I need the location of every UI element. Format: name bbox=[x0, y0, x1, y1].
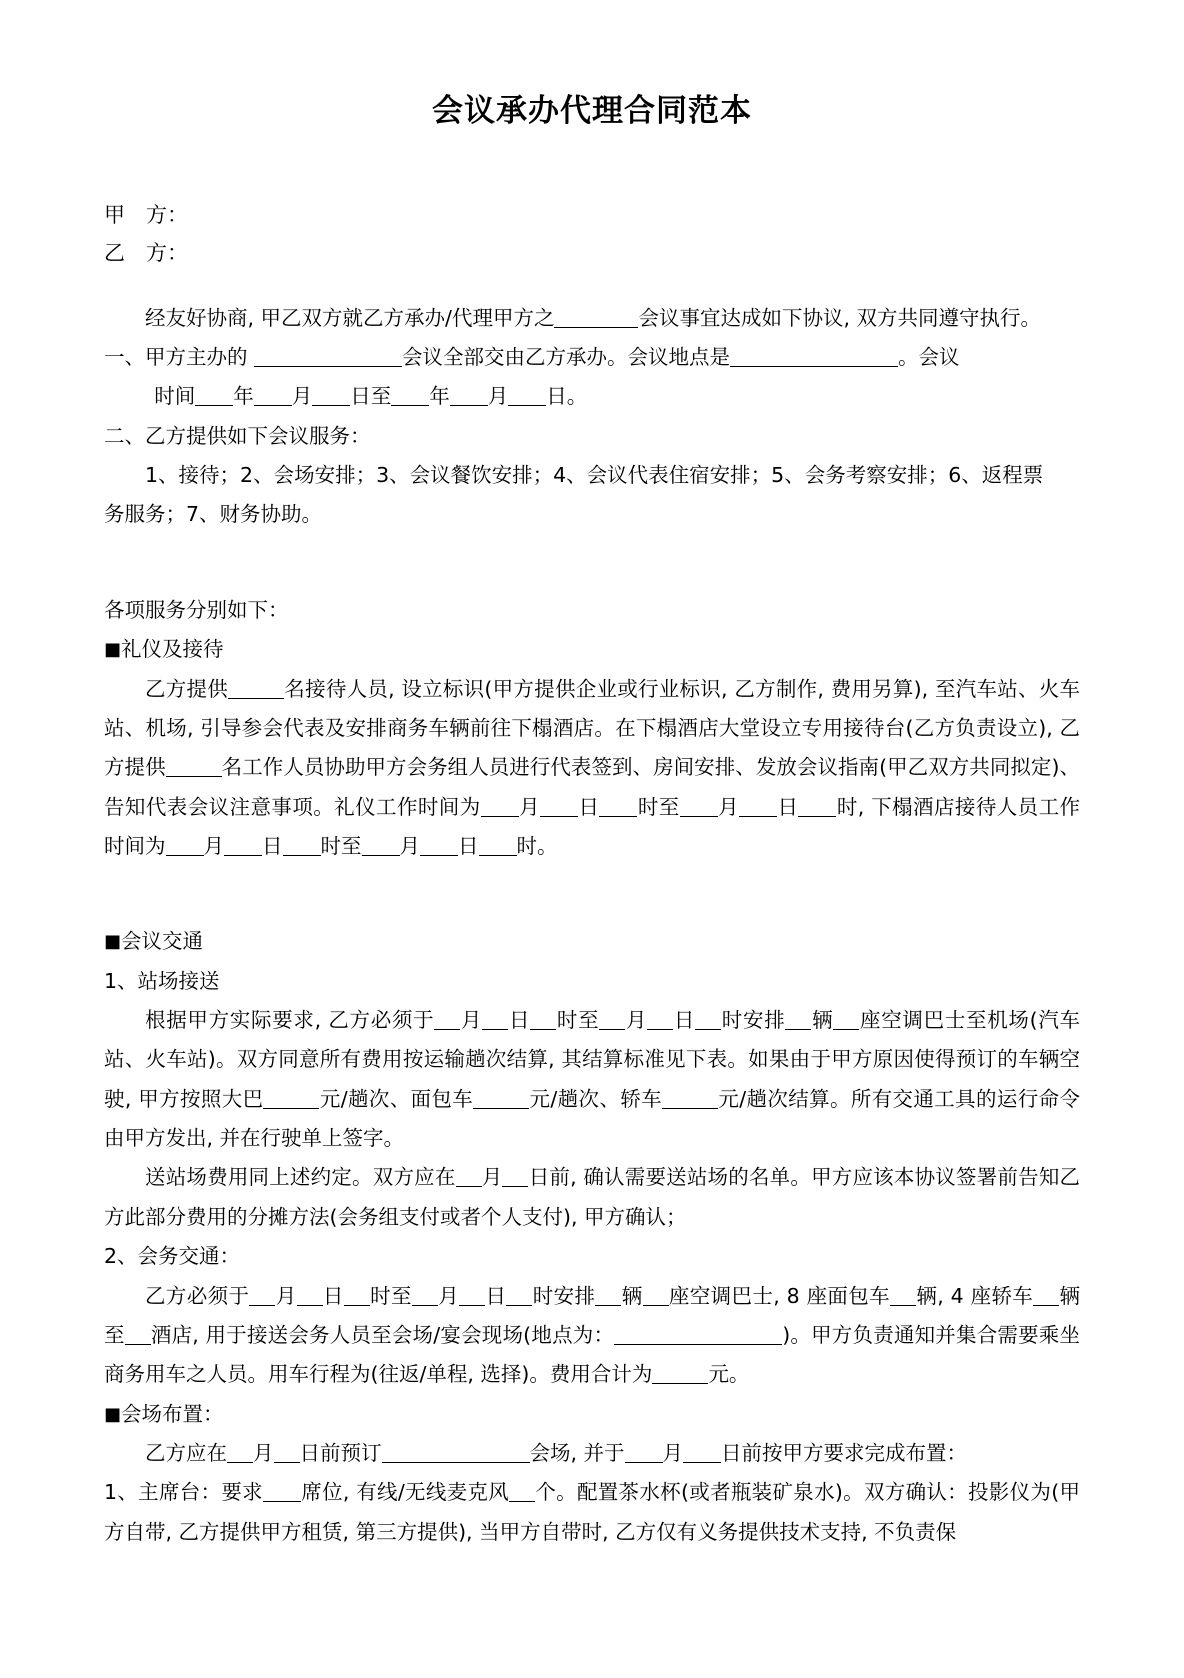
square-bullet-icon: ■ bbox=[104, 1403, 122, 1425]
blank-venue-book-day bbox=[274, 1442, 300, 1463]
preamble-text-a: 经友好协商, 甲乙双方就乙方承办/代理甲方之 bbox=[145, 305, 555, 330]
transport-sub1-paragraph-2 bbox=[104, 1158, 1080, 1237]
reception-text-i: 时, 下榻酒店接待人员工作时间为 bbox=[104, 794, 1081, 858]
blank-start-year bbox=[195, 386, 233, 407]
blank-start-day bbox=[312, 386, 350, 407]
sub2-text-n: 元。 bbox=[708, 1362, 750, 1387]
reception-text-f: 时至 bbox=[637, 794, 680, 819]
blank-preamble-meeting bbox=[554, 307, 638, 328]
sub1p2-text-c: 日前, 确认需要送站场的名单。甲方应该本协议签署前告知乙方此部分费用的分摊方法(会务组支付或者个人支付), 甲方确认； bbox=[104, 1165, 1081, 1229]
services-intro: 各项服务分别如下： bbox=[104, 597, 289, 622]
parties-block bbox=[104, 196, 1080, 272]
sub2-text-k: 辆至 bbox=[104, 1283, 1081, 1347]
blank-hotel-end-hour bbox=[479, 835, 517, 856]
reception-text-o: 时。 bbox=[516, 833, 558, 858]
venue-text-f: 日前按甲方要求完成布置： bbox=[721, 1440, 968, 1465]
sub1-text-b: 月 bbox=[460, 1008, 483, 1033]
blank-etiquette-end-hour bbox=[798, 796, 836, 817]
sub2-text-h: 辆 bbox=[621, 1283, 643, 1308]
clause-two-items-line-2: 务服务；7、财务协助。 bbox=[104, 502, 323, 527]
blank-etiquette-start-month bbox=[481, 796, 519, 817]
blank-pickup-start-day bbox=[482, 1009, 508, 1030]
venue-booking-paragraph bbox=[104, 1434, 1080, 1473]
blank-shuttle-end-month bbox=[412, 1285, 438, 1306]
venue-item1-text-c: 个。配置茶水杯(或者瓶装矿泉水)。双方确认：投影仪为(甲方自带, 乙方提供甲方租赁, 第三方提供), 当甲方自带时, 乙方仅有义务提供技术支持, 不负责保 bbox=[104, 1480, 1080, 1544]
blank-venue-setup-day bbox=[683, 1442, 721, 1463]
blank-shuttle-end-hour bbox=[506, 1285, 532, 1306]
blank-end-year bbox=[391, 386, 429, 407]
sub1-text-e: 月 bbox=[625, 1008, 648, 1033]
blank-hotel-name bbox=[125, 1324, 151, 1345]
square-bullet-icon: ■ bbox=[104, 639, 122, 661]
blank-price-van bbox=[473, 1088, 529, 1109]
venue-text-b: 月 bbox=[253, 1440, 274, 1465]
reception-text-g: 月 bbox=[717, 794, 740, 819]
blank-etiquette-end-day bbox=[739, 796, 777, 817]
blank-etiquette-end-month bbox=[680, 796, 718, 817]
blank-bus-seats bbox=[833, 1009, 859, 1030]
clause-one-text-a: 甲方主办的 bbox=[145, 344, 255, 369]
blank-reception-staff-count bbox=[228, 678, 284, 699]
sub1-text-h: 辆 bbox=[811, 1008, 834, 1033]
blank-pickup-start-month bbox=[434, 1009, 460, 1030]
blank-price-car bbox=[662, 1088, 718, 1109]
reception-text-a: 乙方提供 bbox=[145, 676, 229, 701]
clause-two-number: 二、 bbox=[104, 423, 145, 448]
party-a-line: 甲 方： bbox=[104, 203, 188, 228]
clause-one bbox=[104, 338, 1080, 377]
transport-sub2-title: 2、会务交通： bbox=[104, 1244, 241, 1269]
blank-bus-count bbox=[785, 1009, 811, 1030]
section-reception-title: 礼仪及接待 bbox=[121, 637, 224, 662]
sub1-text-i: 座空调巴士至机场(汽车站、火车站)。双方同意所有费用按运输趟次结算, 其结算标准见下表。如果由于甲方原因使得预订的车辆空驶, 甲方按照大巴 bbox=[104, 1008, 1081, 1111]
clause-two-title: 乙方提供如下会议服务： bbox=[145, 423, 371, 448]
clause-one-text-b: 会议全部交由乙方承办。会议地点是 bbox=[402, 344, 731, 369]
sub1p2-text-b: 月 bbox=[481, 1165, 503, 1190]
blank-shuttle-bus-seats bbox=[643, 1285, 669, 1306]
blank-transport-total-fee bbox=[652, 1364, 708, 1385]
clause-one-text-c: 。会议 bbox=[898, 344, 960, 369]
party-b-line: 乙 方： bbox=[104, 241, 188, 266]
sub2-text-i: 座空调巴士, 8 座面包车 bbox=[668, 1283, 891, 1308]
venue-text-e: 月 bbox=[662, 1440, 684, 1465]
blank-etiquette-start-hour bbox=[599, 796, 637, 817]
document-body bbox=[104, 299, 1080, 1552]
blank-pickup-end-month bbox=[599, 1009, 625, 1030]
sub2-text-g: 时安排 bbox=[532, 1283, 596, 1308]
preamble-paragraph bbox=[104, 299, 1080, 338]
sub2-text-d: 时至 bbox=[369, 1283, 412, 1308]
sub1-text-j: 元/趟次、面包车 bbox=[319, 1086, 474, 1111]
blank-shuttle-start-month bbox=[249, 1285, 275, 1306]
clause-two-items-line-1: 1、接待；2、会场安排；3、会议餐饮安排；4、会议代表住宿安排；5、会务考察安排；6、返程票 bbox=[145, 463, 1044, 488]
blank-shuttle-bus-count bbox=[595, 1285, 621, 1306]
blank-banquet-location bbox=[614, 1324, 782, 1345]
reception-text-m: 月 bbox=[399, 833, 420, 858]
clause-one-text-h: 年 bbox=[429, 384, 450, 409]
clause-one-text-d: 时间 bbox=[154, 384, 196, 409]
transport-sub1-paragraph bbox=[104, 1001, 1080, 1158]
blank-hotel-start-month bbox=[166, 835, 204, 856]
clause-one-text-e: 年 bbox=[233, 384, 254, 409]
clause-one-text-i: 月 bbox=[487, 384, 509, 409]
transport-sub1-title: 1、站场接送 bbox=[104, 968, 220, 993]
sub2-text-c: 日 bbox=[322, 1283, 344, 1308]
blank-worker-count bbox=[166, 757, 222, 778]
section-venue-title: 会场布置： bbox=[121, 1401, 224, 1426]
clause-two bbox=[104, 417, 1080, 456]
blank-shuttle-end-day bbox=[459, 1285, 485, 1306]
reception-text-l: 时至 bbox=[320, 833, 362, 858]
blank-venue-setup-month bbox=[625, 1442, 663, 1463]
reception-text-d: 月 bbox=[518, 794, 541, 819]
clause-one-number: 一、 bbox=[104, 344, 145, 369]
sub2-text-b: 月 bbox=[275, 1283, 297, 1308]
square-bullet-icon: ■ bbox=[104, 931, 122, 953]
blank-shuttle-start-day bbox=[297, 1285, 323, 1306]
blank-podium-seats bbox=[263, 1482, 301, 1503]
blank-meeting-name bbox=[254, 346, 402, 367]
section-transport-title: 会议交通 bbox=[121, 929, 204, 954]
venue-text-c: 日前预订 bbox=[299, 1440, 382, 1465]
venue-text-a: 乙方应在 bbox=[145, 1440, 227, 1465]
blank-pickup-end-day bbox=[647, 1009, 673, 1030]
blank-pickup-end-hour bbox=[695, 1009, 721, 1030]
sub2-text-m: )。甲方负责通知并集合需要乘坐商务用车之人员。用车行程为(往返/单程, 选择)。费用合计为 bbox=[104, 1322, 1081, 1387]
sub2-text-a: 乙方必须于 bbox=[145, 1283, 250, 1308]
sub1p2-text-a: 送站场费用同上述约定。双方应在 bbox=[145, 1165, 456, 1190]
reception-text-h: 日 bbox=[777, 794, 799, 819]
reception-text-c: 名工作人员协助甲方会务组人员进行代表签到、房间安排、发放会议指南(甲乙双方共同拟定)、告知代表会议注意事项。礼仪工作时间为 bbox=[104, 755, 1081, 819]
blank-venue-name bbox=[382, 1442, 530, 1463]
venue-item1-text-a: 1、主席台：要求 bbox=[104, 1480, 263, 1505]
blank-dropoff-month bbox=[456, 1167, 482, 1188]
venue-text-d: 会场, 并于 bbox=[529, 1440, 625, 1465]
blank-price-bus bbox=[263, 1088, 319, 1109]
blank-end-month bbox=[450, 386, 488, 407]
sub1-text-g: 时安排 bbox=[721, 1008, 786, 1033]
clause-one-text-j: 日。 bbox=[546, 384, 588, 409]
sub1-text-a: 根据甲方实际要求, 乙方必须于 bbox=[145, 1008, 435, 1033]
clause-one-text-g: 日至 bbox=[350, 384, 392, 409]
section-heading-reception bbox=[104, 630, 1080, 669]
transport-sub2-paragraph bbox=[104, 1277, 1080, 1395]
section-reception-paragraph bbox=[104, 670, 1080, 867]
reception-text-k: 日 bbox=[262, 833, 283, 858]
blank-van-count bbox=[890, 1285, 916, 1306]
sub2-text-j: 辆, 4 座轿车 bbox=[916, 1283, 1034, 1308]
blank-end-day bbox=[508, 386, 546, 407]
sub2-text-l: 酒店, 用于接送会务人员至会场/宴会现场(地点为： bbox=[150, 1322, 615, 1347]
blank-dropoff-day bbox=[502, 1167, 528, 1188]
blank-shuttle-start-hour bbox=[344, 1285, 370, 1306]
blank-venue-book-month bbox=[227, 1442, 253, 1463]
blank-hotel-start-day bbox=[224, 835, 262, 856]
venue-item1-text-b: 席位, 有线/无线麦克风 bbox=[300, 1480, 510, 1505]
sub2-text-e: 月 bbox=[437, 1283, 460, 1308]
blank-etiquette-start-day bbox=[540, 796, 578, 817]
blank-hotel-start-hour bbox=[283, 835, 321, 856]
clause-one-time-line bbox=[104, 377, 1080, 416]
sub1-text-f: 日 bbox=[673, 1008, 696, 1033]
sub1-text-l: 元/趟次结算。所有交通工具的运行命令由甲方发出, 并在行驶单上签字。 bbox=[104, 1086, 1080, 1151]
venue-item-1 bbox=[104, 1473, 1080, 1552]
blank-meeting-place bbox=[730, 346, 898, 367]
blank-hotel-end-day bbox=[420, 835, 458, 856]
sub1-text-k: 元/趟次、轿车 bbox=[529, 1086, 662, 1111]
blank-hotel-end-month bbox=[362, 835, 400, 856]
reception-text-b: 名接待人员, 设立标识(甲方提供企业或行业标识, 乙方制作, 费用另算), 至汽车站、火车站、机场, 引导参会代表及安排商务车辆前往下榻酒店。在下榻酒店大堂设立专用接待台(乙方负责设立), 乙方提供 bbox=[104, 676, 1081, 780]
blank-start-month bbox=[254, 386, 292, 407]
section-heading-transport bbox=[104, 922, 1080, 961]
sub1-text-c: 日 bbox=[508, 1008, 531, 1033]
preamble-text-b: 会议事宜达成如下协议, 双方共同遵守执行。 bbox=[638, 305, 1041, 330]
page-title: 会议承办代理合同范本 bbox=[432, 93, 752, 129]
sub2-text-f: 日 bbox=[485, 1283, 507, 1308]
sub1-text-d: 时至 bbox=[556, 1008, 600, 1033]
section-heading-venue bbox=[104, 1395, 1080, 1434]
blank-microphone-count bbox=[509, 1482, 535, 1503]
reception-text-e: 日 bbox=[578, 794, 600, 819]
reception-text-n: 日 bbox=[458, 833, 479, 858]
blank-pickup-start-hour bbox=[530, 1009, 556, 1030]
blank-car-count bbox=[1033, 1285, 1059, 1306]
clause-one-text-f: 月 bbox=[291, 384, 313, 409]
reception-text-j: 月 bbox=[203, 833, 224, 858]
